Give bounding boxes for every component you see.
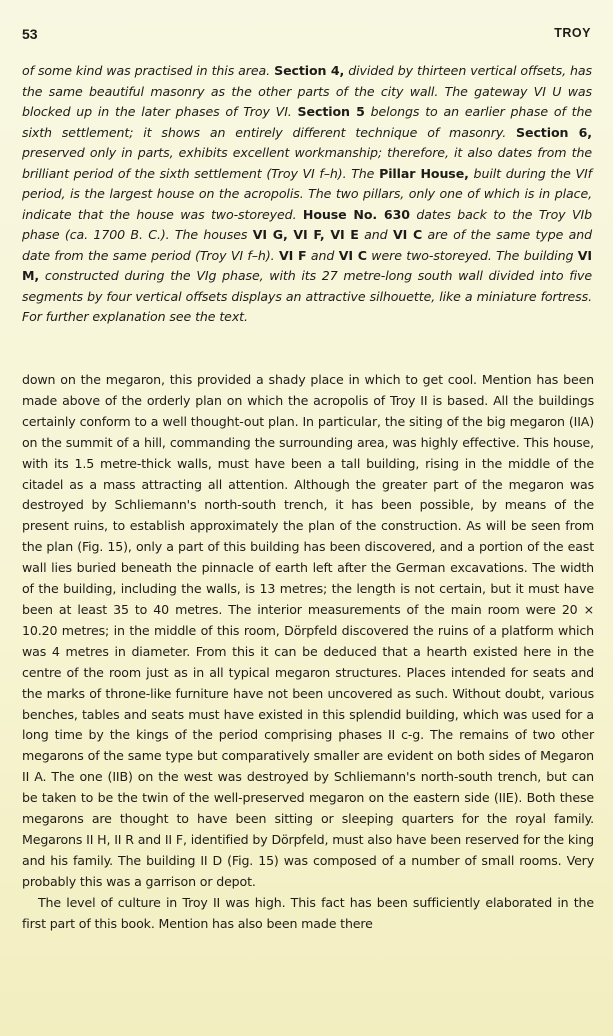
body-text: [22, 370, 594, 934]
caption-text: constructed during the VIg phase, with its 27 metre-long south wall divided into five segments by four vertical offsets displays an attractive silhouette, like a miniature fortress. For further explanation see the text.: [22, 268, 592, 324]
figure-caption: [22, 61, 592, 328]
caption-highlight: VI M,: [22, 247, 592, 283]
caption-highlight: Pillar House,: [379, 165, 469, 181]
caption-highlight: Section 4,: [274, 63, 345, 78]
caption-highlight: VI C: [338, 247, 367, 263]
caption-highlight: VI F: [278, 247, 307, 263]
page-number: 53: [22, 26, 38, 42]
caption-highlight: Section 5: [297, 104, 365, 119]
caption-text: were two-storeyed. The building: [366, 247, 578, 263]
caption-text: and: [358, 227, 393, 242]
caption-highlight: VI G, VI F, VI E: [252, 227, 359, 242]
caption-text: dates back to the Troy VIb phase (ca. 1700 B. C.). The houses: [22, 206, 592, 242]
running-title: TROY: [554, 26, 591, 40]
body-paragraph: down on the megaron, this provided a shady place in which to get cool. Mention has been made above of the orderly plan on which the acropolis of Troy II is based. All the buildings certainly conform to a well thought-out plan. In particular, the siting of the big megaron (IIA) on the summit of a hill, commanding the surrounding area, was highly effective. This house, with its 1.5 metre-thick walls, must have been a tall building, rising in the middle of the citadel as a mass attracting all attention. Although the greater part of the megaron was destroyed by Schliemann's north-south trench, it has been possible, by means of the present ruins, to establish approximately the plan of the construction. As will be seen from the plan (Fig. 15), only a part of this building has been discovered, and a portion of the east wall lies buried beneath the pinnacle of earth left after the German excavations. The width of the building, including the walls, is 13 metres; the length is not certain, but it must have been at least 35 to 40 metres. The interior measurements of the main room were 20 × 10.20 metres; in the middle of this room, Dörpfeld discovered the ruins of a platform which was 4 metres in diameter. From this it can be deduced that a hearth existed here in the centre of the room just as in all typical megaron structures. Places intended for seats and the marks of throne-like furniture have not been uncovered as such. Without doubt, various benches, tables and seats must have existed in this splendid building, which was used for a long time by the kings of the period comprising phases II c-g. The remains of two other megarons of the same type but comparatively smaller are evident on both sides of Megaron II A. The one (IIB) on the west was destroyed by Schliemann's north-south trench, but can be taken to be the twin of the well-preserved megaron on the eastern side (IIE). Both these megarons are thought to have been sitting or sleeping quarters for the royal family. Megarons II H, II R and II F, identified by Dörpfeld, must also have been reserved for the king and his family. The building II D (Fig. 15) was composed of a number of small rooms. Very probably this was a garrison or depot.: [22, 372, 594, 889]
caption-text: of some kind was practised in this area.: [22, 63, 275, 78]
caption-text: divided by thirteen vertical offsets, has the same beautiful masonry as the other parts of the city wall. The gateway VI U was blocked up in the later phases of Troy VI.: [22, 63, 593, 119]
body-paragraph: The level of culture in Troy II was high. This fact has been sufficiently elaborated in the first part of this book. Mention has also been made there: [22, 894, 594, 931]
caption-text: are of the same type and date from the same period (Troy VI f–h).: [22, 227, 593, 263]
caption-text: preserved only in parts, exhibits excellent workmanship; therefore, it also dates from the brilliant period of the sixth settlement (Troy VI f–h). The: [22, 145, 592, 181]
caption-text: belongs to an earlier phase of the sixth settlement; it shows an entirely different technique of masonry.: [22, 104, 592, 140]
page-header: [22, 26, 591, 46]
caption-text: built during the VIf period, is the largest house on the acropolis. The two pillars, only one of which is in place, indicate that the house was two-storeyed.: [22, 165, 592, 222]
caption-highlight: House No. 630: [302, 206, 410, 222]
caption-text: and: [306, 247, 339, 263]
caption-highlight: VI C: [392, 227, 423, 242]
caption-highlight: Section 6,: [516, 124, 592, 140]
